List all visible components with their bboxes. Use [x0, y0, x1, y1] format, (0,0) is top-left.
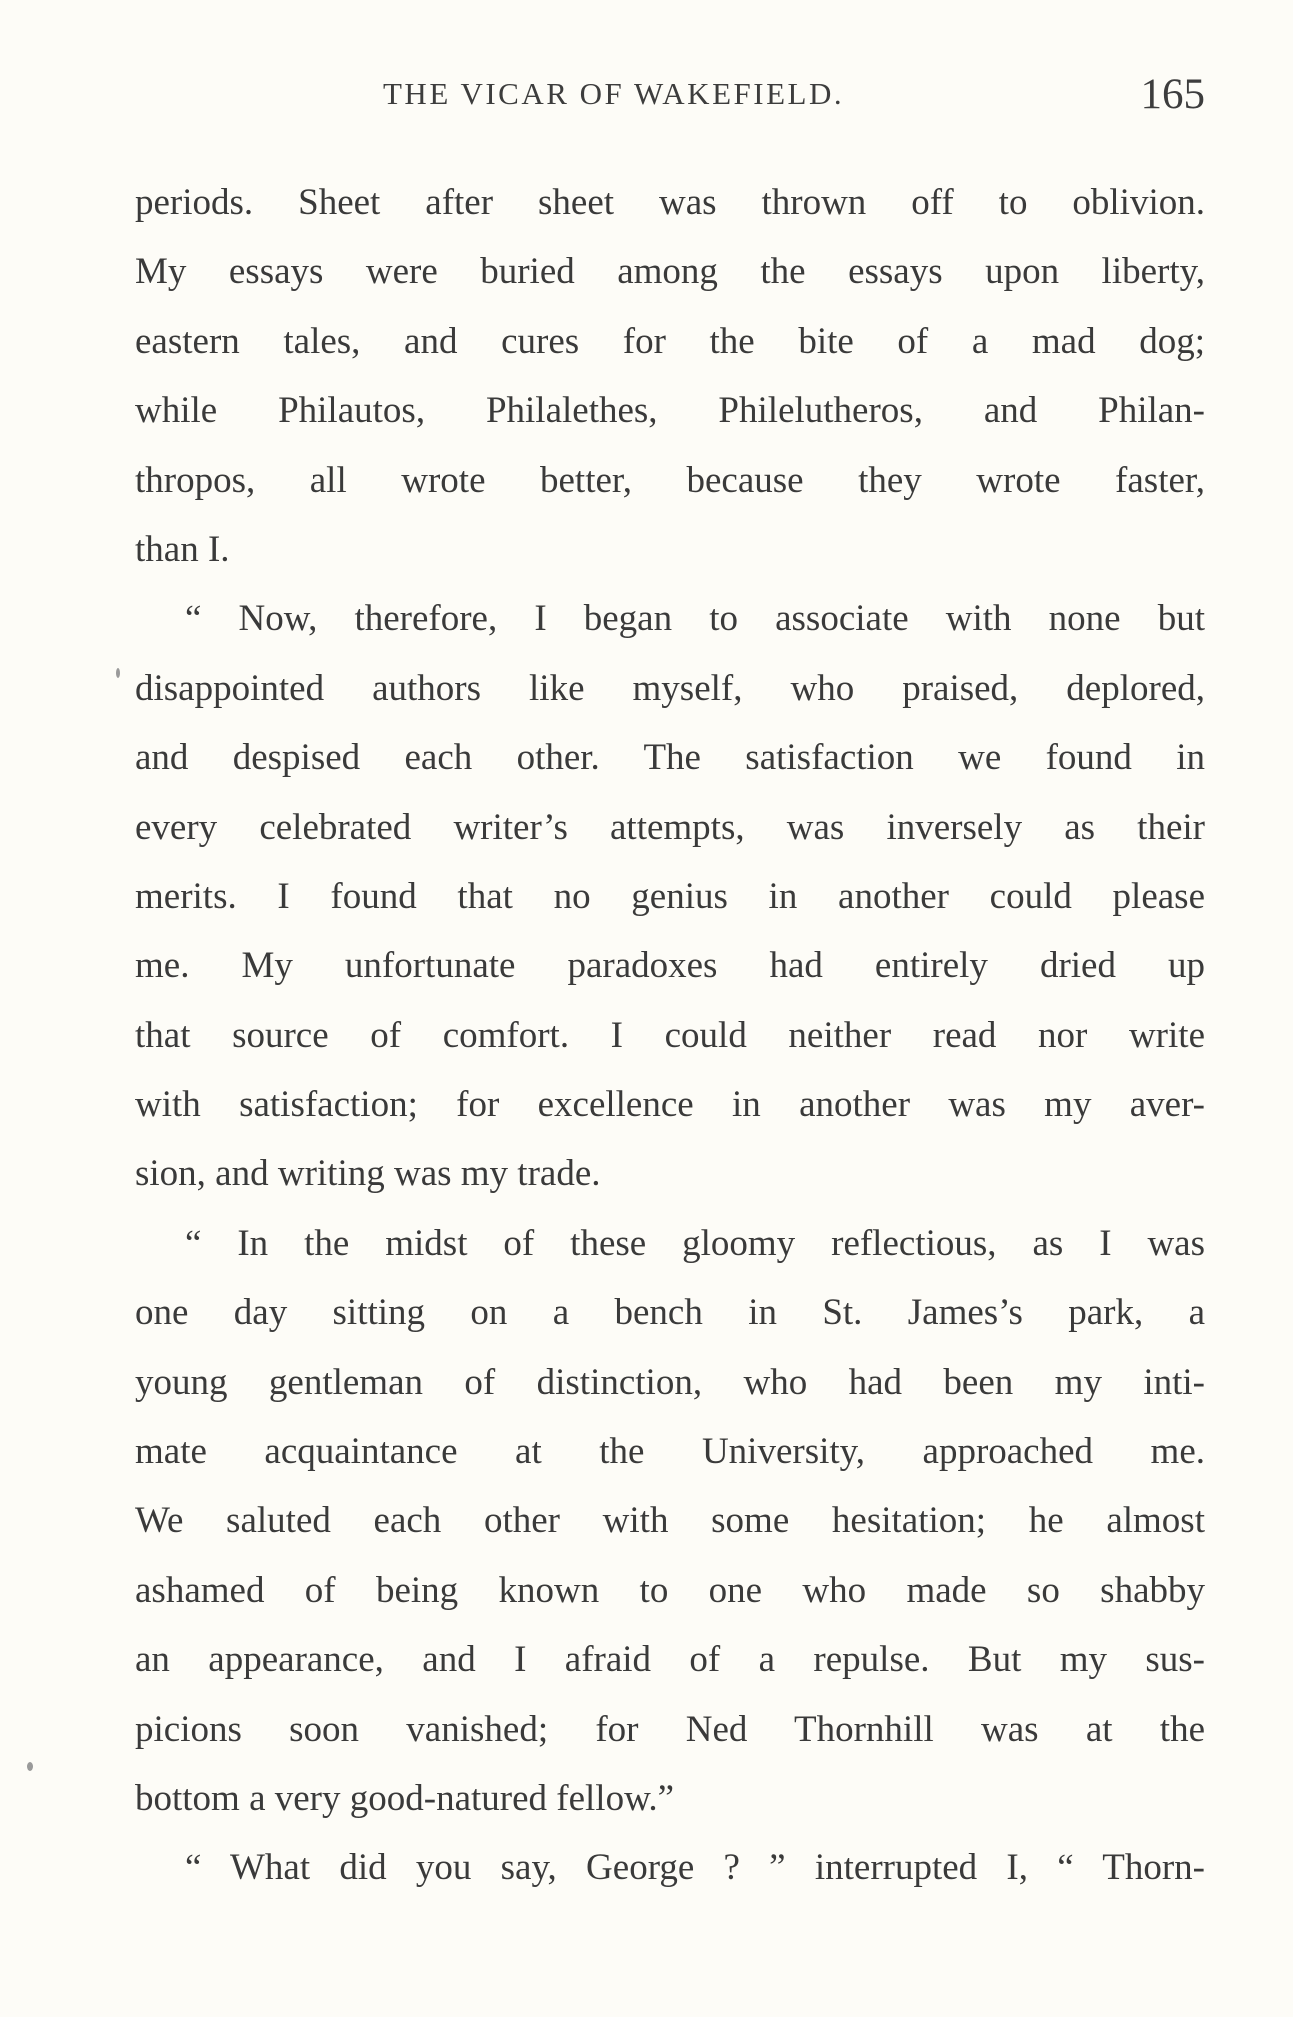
text-line: We saluted each other with some hesitation; he almost	[135, 1500, 1205, 1542]
paper-speck	[27, 1762, 33, 1771]
text-line: My essays were buried among the essays upon liberty,	[135, 251, 1205, 293]
text-line: one day sitting on a bench in St. James’s park, a	[135, 1292, 1205, 1334]
text-line: thropos, all wrote better, because they wrote faster,	[135, 459, 1205, 501]
text-line: bottom a very good-natured fellow.”	[135, 1777, 675, 1819]
paper-speck	[116, 668, 120, 678]
text-line: and despised each other. The satisfaction we found in	[135, 737, 1205, 779]
running-head	[135, 70, 1205, 130]
body-text	[135, 168, 1205, 1903]
text-line: “ Now, therefore, I began to associate with none but	[185, 598, 1205, 640]
text-line: an appearance, and I afraid of a repulse. But my sus-	[135, 1639, 1205, 1681]
text-line: “ What did you say, George ? ” interrupted I, “ Thorn-	[185, 1847, 1205, 1889]
text-line: disappointed authors like myself, who praised, deplored,	[135, 667, 1205, 709]
text-line: that source of comfort. I could neither read nor write	[135, 1014, 1205, 1056]
text-line: me. My unfortunate paradoxes had entirely dried up	[135, 945, 1205, 987]
text-line: ashamed of being known to one who made so shabby	[135, 1569, 1205, 1611]
text-line: young gentleman of distinction, who had been my inti-	[135, 1361, 1205, 1403]
text-line: every celebrated writer’s attempts, was inversely as their	[135, 806, 1205, 848]
text-line: periods. Sheet after sheet was thrown off to oblivion.	[135, 182, 1205, 223]
text-line: eastern tales, and cures for the bite of a mad dog;	[135, 320, 1205, 362]
text-line: merits. I found that no genius in another could please	[135, 875, 1205, 917]
text-line: mate acquaintance at the University, approached me.	[135, 1431, 1205, 1473]
text-line: with satisfaction; for excellence in another was my aver-	[135, 1084, 1205, 1126]
text-line: “ In the midst of these gloomy reflectious, as I was	[185, 1222, 1205, 1264]
text-line: sion, and writing was my trade.	[135, 1153, 601, 1195]
running-title: THE VICAR OF WAKEFIELD.	[383, 76, 845, 111]
text-line: than I.	[135, 528, 230, 570]
text-line: while Philautos, Philalethes, Philelutheros, and Philan-	[135, 390, 1205, 432]
text-line: picions soon vanished; for Ned Thornhill was at the	[135, 1708, 1205, 1750]
page-number: 165	[1140, 71, 1205, 118]
